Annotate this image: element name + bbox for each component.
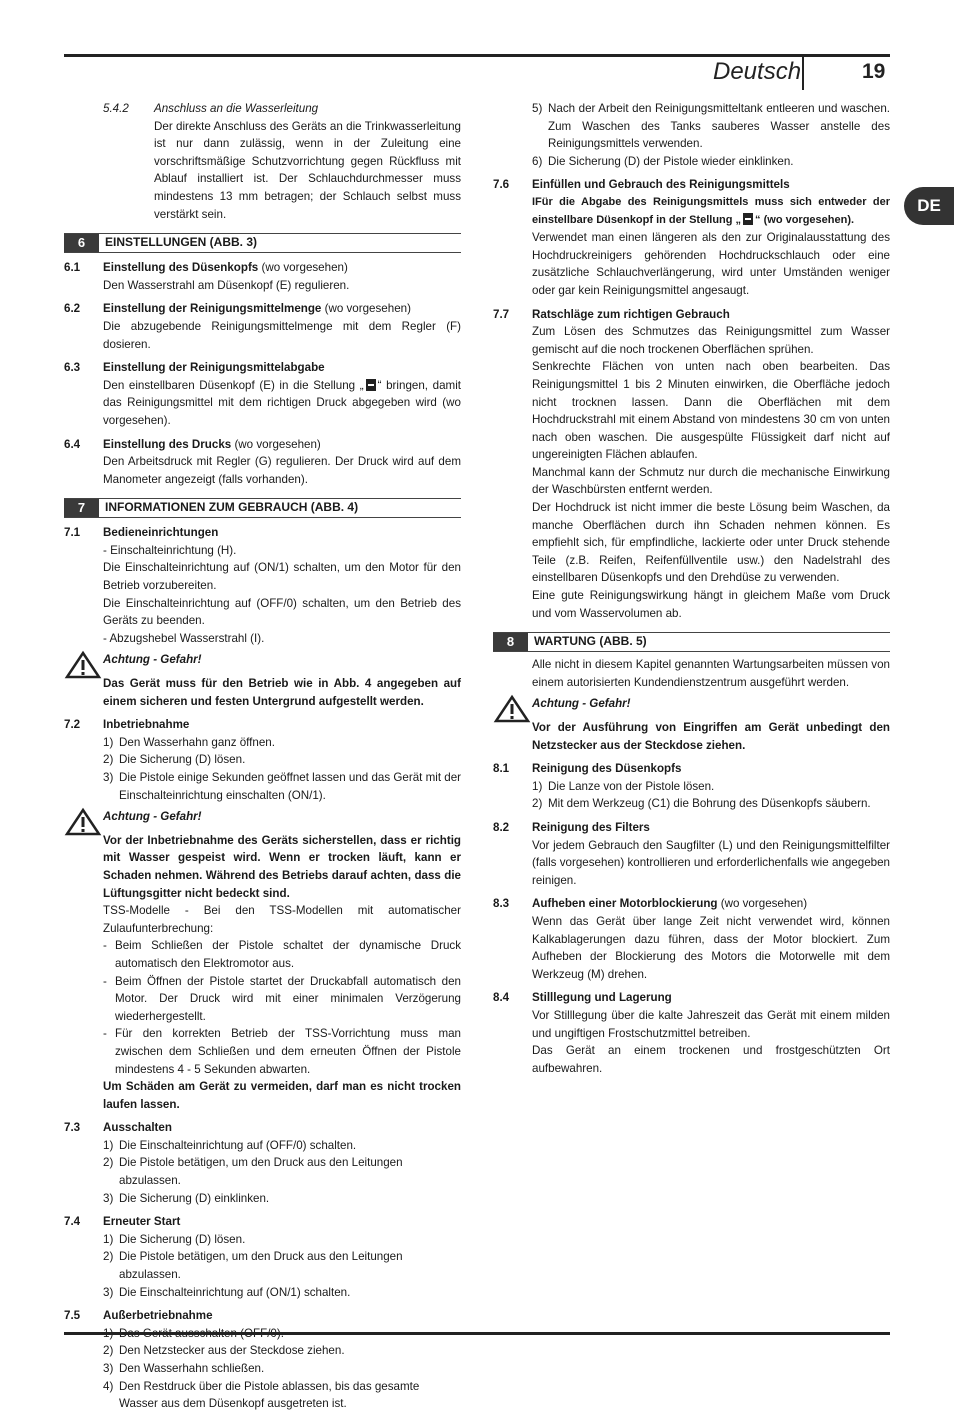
list-item xyxy=(532,153,890,171)
warning-title: Achtung - Gefahr! xyxy=(532,697,631,711)
bullet-list xyxy=(64,937,461,1078)
paragraph: Der Hochdruck ist nicht immer die beste Lösung beim Waschen, da manche Oberflächen durch ihn Schaden nehmen können. Es empfiehlt sich, für empfindliche, lackierte oder unter Druck stehende Teile (z.B. Reifen, Reifenfüllventile usw.) den Nadelstrahl des einstellbaren Düsenkopfs und den Drehdüse zu verwenden. xyxy=(532,501,890,585)
section-header-label: EINSTELLUNGEN (ABB. 3) xyxy=(105,235,258,250)
detergent-position-icon xyxy=(366,379,376,391)
subsection-title: Einstellung des Düsenkopfs xyxy=(103,261,259,275)
section-number: 5.4.2 xyxy=(103,102,129,115)
ordered-list xyxy=(64,1231,461,1301)
page-number: 19 xyxy=(862,60,886,83)
subsection-number: 6.3 xyxy=(64,361,81,375)
subsection-title: Einstellung der Reinigungsmittelabgabe xyxy=(103,361,325,375)
list-item-text: Die Sicherung (D) lösen. xyxy=(119,753,246,767)
text-part: IFür die Abgabe des Reinigungsmittels muss sich entweder der einstellbare Düsenkopf in der Stellung „ xyxy=(532,195,890,226)
paragraph: - Abzugshebel Wasserstrahl (I). xyxy=(103,631,265,645)
text-part: “ bringen, damit das Reinigungsmittel mit dem richtigen Druck abgegeben wird (wo vorgesehen). xyxy=(103,378,461,427)
paragraph: Senkrechte Flächen von unten nach oben bearbeiten. Das Reinigungsmittel 1 bis 2 Minuten einwirken, die Oberfläche jedoch nicht trocknen lassen. Dann die Oberflächen mit dem Hochdruckstrahl mit einem Abstand von mindestens 30 cm von unten nach oben waschen. Die ausgespülte Flüssigkeit darf nicht auf ungereinigten Flächen ablaufen. xyxy=(532,360,890,462)
subsection-7-2 xyxy=(64,716,461,734)
list-item: 1) Die Sicherung (D) lösen. xyxy=(103,1231,461,1249)
list-item: 1) Den Wasserhahn ganz öffnen. xyxy=(103,734,461,752)
list-item-text: Die Pistole betätigen, um den Druck aus den Leitungen abzulassen. xyxy=(119,1250,403,1282)
subsection-title: Bedieneinrichtungen xyxy=(103,526,219,540)
subsection-note: (wo vorgesehen) xyxy=(717,897,808,911)
text-part: Den einstellbaren Düsenkopf (E) in die Stellung „ xyxy=(103,378,364,392)
language-tab: DE xyxy=(904,187,954,225)
subsection-text: Verwendet man einen längeren als den zur Originalausstattung des Hochdruckreinigers gehörenden Hochdruckschlauch oder eine zusätzliche Schlauchverlängerung, wird unter Umständen weniger oder gar kein Reinigungsmittel angesaugt. xyxy=(532,231,890,297)
subsection-8-4 xyxy=(493,989,890,1007)
list-item: 4) Den Restdruck über die Pistole ablassen, bis das gesamte Wasser aus dem Düsenkopf ausgetreten ist. xyxy=(103,1378,461,1413)
subsection-number: 6.1 xyxy=(64,261,81,275)
subsection-text: Das Gerät an einem trockenen und frostgeschützten Ort aufbewahren. xyxy=(532,1044,890,1075)
ordered-list xyxy=(64,1137,461,1207)
subsection-number: 7.7 xyxy=(493,307,510,321)
section-header-8 xyxy=(493,632,890,652)
subsection-number: 7.2 xyxy=(64,718,81,732)
subsection-bold-text xyxy=(493,194,890,229)
final-note: Um Schäden am Gerät zu vermeiden, darf man es nicht trocken laufen lassen. xyxy=(103,1080,461,1111)
subsection-6-2 xyxy=(64,300,461,318)
paragraph: Die Einschalteinrichtung auf (ON/1) schalten, um den Motor für den Betrieb vorzubereiten. xyxy=(103,561,461,593)
subsection-title: Einstellung des Drucks xyxy=(103,437,232,451)
list-item-text: Den Wasserhahn schließen. xyxy=(119,1362,265,1375)
warning-icon xyxy=(494,695,530,723)
subsection-6-1 xyxy=(64,259,461,277)
list-item-number: 6) xyxy=(532,154,543,168)
ordered-list xyxy=(64,1325,461,1413)
subsection-number: 7.6 xyxy=(493,178,510,192)
list-item: 2) Die Pistole betätigen, um den Druck aus den Leitungen abzulassen. xyxy=(103,1154,461,1189)
subsection-number: 8.2 xyxy=(493,820,510,834)
subsection-number: 6.2 xyxy=(64,302,81,316)
subsection-title: Inbetriebnahme xyxy=(103,718,190,732)
list-item-text: Die Lanze von der Pistole lösen. xyxy=(548,779,715,793)
warning-title: Achtung - Gefahr! xyxy=(103,810,202,824)
top-rule xyxy=(64,54,890,57)
list-item: - Beim Öffnen der Pistole startet der Druckabfall automatisch den Motor. Der Druck wird mit einer minimalen Verzögerung wiederhergestellt. xyxy=(103,973,461,1026)
subsection-text: Die abzugebende Reinigungsmittelmenge mit dem Regler (F) dosieren. xyxy=(103,319,461,351)
subsection-number: 7.1 xyxy=(64,526,81,540)
section-header-label: WARTUNG (ABB. 5) xyxy=(534,634,647,649)
list-item: 1) Die Lanze von der Pistole lösen. xyxy=(532,778,890,796)
subsection-number: 8.3 xyxy=(493,897,510,911)
list-item: 2) Die Pistole betätigen, um den Druck aus den Leitungen abzulassen. xyxy=(103,1248,461,1283)
list-item: 2) Mit dem Werkzeug (C1) die Bohrung des Düsenkopfs säubern. xyxy=(532,795,890,813)
list-item-text: Nach der Arbeit den Reinigungsmitteltank entleeren und waschen. Zum Waschen des Tanks sauberes Wasser anstelle des Reinigungsmittels verwenden. xyxy=(548,102,890,151)
list-item: 1) Die Einschalteinrichtung auf (OFF/0) schalten. xyxy=(103,1137,461,1155)
subsection-note: (wo vorgesehen) xyxy=(321,302,411,316)
subsection-number: 7.5 xyxy=(64,1309,81,1323)
section-text: Der direkte Anschluss des Geräts an die Trinkwasserleitung ist nur dann zulässig, wenn in der Zuleitung eine vorschriftsmäßige Schutzvorrichtung gegen Rückfluss mit Ablauf installiert ist. Der Schlauchdurchmesser muss mindestens 13 mm betragen; der Schlauch selbst muss verstärkt sein. xyxy=(154,119,461,221)
subsection-title: Ratschläge zum richtigen Gebrauch xyxy=(532,307,730,321)
warning-icon xyxy=(65,808,101,836)
subsection-number: 8.4 xyxy=(493,991,510,1005)
list-item-text: Für den korrekten Betrieb der TSS-Vorrichtung muss man zwischen dem Schließen und dem erneuten Öffnen der Pistole mindestens 4 - 5 Sekunden abwarten. xyxy=(115,1027,461,1076)
list-item-text: Die Pistole einige Sekunden geöffnet lassen und das Gerät mit der Einschalteinrichtung einschalten (ON/1). xyxy=(119,771,462,802)
section-header-7 xyxy=(64,498,461,518)
list-item: 3) Die Pistole einige Sekunden geöffnet lassen und das Gerät mit der Einschalteinrichtung einschalten (ON/1). xyxy=(103,769,461,804)
list-item-text: Die Einschalteinrichtung auf (OFF/0) schalten. xyxy=(119,1138,357,1152)
right-column xyxy=(493,100,890,1077)
subsection-title: Einfüllen und Gebrauch des Reinigungsmittels xyxy=(532,178,790,192)
section-title: Anschluss an die Wasserleitung xyxy=(154,102,319,115)
warning-text: Vor der Ausführung von Eingriffen am Gerät unbedingt den Netzstecker aus der Steckdose ziehen. xyxy=(532,721,890,752)
paragraph: Eine gute Reinigungswirkung hängt in gleichem Maße vom Druck und vom Wasservolumen ab. xyxy=(532,589,890,620)
subsection-title: Erneuter Start xyxy=(103,1215,181,1229)
section-header-6 xyxy=(64,233,461,253)
subsection-7-1 xyxy=(64,524,461,542)
paragraph: - Einschalteinrichtung (H). xyxy=(103,543,237,557)
bottom-rule xyxy=(64,1332,890,1335)
language-label: Deutsch xyxy=(713,58,802,85)
header-divider xyxy=(802,56,804,90)
section-number-badge: 7 xyxy=(64,499,99,517)
subsection-8-2 xyxy=(493,819,890,837)
subsection-text: Wenn das Gerät über lange Zeit nicht verwendet wird, können Kalkablagerungen dazu führen, dass der Motor blockiert. Zum Aufheben der Blockierung des Motors die Motorwelle mit dem Werkzeug (M) drehen. xyxy=(532,914,890,981)
paragraph: Die Einschalteinrichtung auf (OFF/0) schalten, um den Betrieb des Geräts zu beenden. xyxy=(103,596,461,628)
paragraph: Manchmal kann der Schmutz nur durch die mechanische Einwirkung der Waschbürsten entfernt werden. xyxy=(532,465,890,497)
paragraph: Zum Lösen des Schmutzes das Reinigungsmittel zum Wasser gemischt auf die noch trockenen Oberflächen sprühen. xyxy=(532,325,890,356)
subsection-title: Reinigung des Filters xyxy=(532,820,650,834)
list-item-text: Die Pistole betätigen, um den Druck aus den Leitungen abzulassen. xyxy=(119,1156,403,1188)
subsection-title: Reinigung des Düsenkopfs xyxy=(532,762,682,776)
section-text: Alle nicht in diesem Kapitel genannten Wartungsarbeiten müssen von einem autorisierten Kundendienstzentrum ausgeführt werden. xyxy=(532,658,890,689)
warning-text: Vor der Inbetriebnahme des Geräts sicherstellen, dass er richtig mit Wasser gespeist wird. Wenn er trocken läuft, kann er Schaden nehmen. Während des Betriebs darauf achten, dass die Lüftungsgitter nicht bedeckt sind. xyxy=(103,833,461,900)
list-item-text: Die Sicherung (D) lösen. xyxy=(119,1232,246,1246)
subsection-text: Den Arbeitsdruck mit Regler (G) regulieren. Der Druck wird auf dem Manometer angezeigt (falls vorhanden). xyxy=(103,455,461,486)
list-item-text: Die Sicherung (D) einklinken. xyxy=(119,1191,270,1205)
subsection-7-3 xyxy=(64,1119,461,1137)
tss-paragraph: TSS-Modelle - Bei den TSS-Modellen mit automatischer Zulaufunterbrechung: xyxy=(103,904,461,935)
list-item: - Für den korrekten Betrieb der TSS-Vorrichtung muss man zwischen dem Schließen und dem erneuten Öffnen der Pistole mindestens 4 - 5 Sekunden abwarten. xyxy=(103,1025,461,1078)
subsection-title: Einstellung der Reinigungsmittelmenge xyxy=(103,302,322,316)
subsection-number: 7.4 xyxy=(64,1215,81,1229)
subsection-text: Den Wasserstrahl am Düsenkopf (E) regulieren. xyxy=(103,278,350,292)
section-header-label: INFORMATIONEN ZUM GEBRAUCH (ABB. 4) xyxy=(105,500,359,515)
list-item: - Beim Schließen der Pistole schaltet der dynamische Druck automatisch den Elektromotor aus. xyxy=(103,937,461,972)
subsection-text: Vor Stilllegung über die kalte Jahreszeit das Gerät mit einem milden und ungiftigen Frostschutzmittel betreiben. xyxy=(532,1008,890,1040)
list-item-text: Die Einschalteinrichtung auf (ON/1) schalten. xyxy=(119,1285,351,1299)
warning-title: Achtung - Gefahr! xyxy=(103,653,202,667)
subsection-7-6 xyxy=(493,176,890,194)
subsection-8-1 xyxy=(493,760,890,778)
list-item-text: Den Netzstecker aus der Steckdose ziehen. xyxy=(119,1344,345,1358)
list-item xyxy=(532,100,890,153)
text-part: “ (wo vorgesehen). xyxy=(755,213,855,226)
list-item-text: Den Wasserhahn ganz öffnen. xyxy=(119,735,275,749)
subsection-number: 6.4 xyxy=(64,437,81,451)
ordered-list-continued xyxy=(493,100,890,170)
list-item-text: Beim Öffnen der Pistole startet der Druckabfall automatisch den Motor. Der Druck wird mit einer minimalen Verzögerung wiederhergestellt. xyxy=(115,974,461,1023)
section-number-badge: 6 xyxy=(64,234,99,252)
list-item: 3) Die Sicherung (D) einklinken. xyxy=(103,1190,461,1208)
ordered-list xyxy=(493,778,890,813)
subsection-number: 7.3 xyxy=(64,1121,81,1135)
warning-icon xyxy=(65,651,101,679)
subsection-note: (wo vorgesehen) xyxy=(231,437,321,451)
subsection-6-4 xyxy=(64,436,461,454)
subsection-title: Außerbetriebnahme xyxy=(103,1309,213,1323)
list-item-text: Den Restdruck über die Pistole ablassen, bis das gesamte Wasser aus dem Düsenkopf ausgetreten ist. xyxy=(119,1379,420,1411)
list-item-text: Mit dem Werkzeug (C1) die Bohrung des Düsenkopfs säubern. xyxy=(548,797,871,811)
subsection-note: (wo vorgesehen) xyxy=(258,261,348,275)
section-number-badge: 8 xyxy=(493,633,528,651)
list-item: 2) Den Netzstecker aus der Steckdose ziehen. xyxy=(103,1342,461,1360)
section-5-4-2 xyxy=(64,100,461,223)
subsection-7-4 xyxy=(64,1213,461,1231)
subsection-7-5 xyxy=(64,1307,461,1325)
subsection-title: Aufheben einer Motorblockierung xyxy=(532,897,718,911)
subsection-number: 8.1 xyxy=(493,762,510,776)
warning-text: Das Gerät muss für den Betrieb wie in Abb. 4 angegeben auf einem sicheren und festen Untergrund aufgestellt werden. xyxy=(103,677,461,708)
detergent-position-icon xyxy=(743,213,753,225)
subsection-7-7 xyxy=(493,306,890,324)
list-item-text: Beim Schließen der Pistole schaltet der dynamische Druck automatisch den Elektromotor aus. xyxy=(115,939,461,970)
subsection-title: Stilllegung und Lagerung xyxy=(532,991,672,1005)
subsection-6-3 xyxy=(64,359,461,377)
list-item: 2) Die Sicherung (D) lösen. xyxy=(103,751,461,769)
ordered-list xyxy=(64,734,461,804)
list-item-text: Die Sicherung (D) der Pistole wieder einklinken. xyxy=(548,154,794,168)
subsection-title: Ausschalten xyxy=(103,1121,172,1135)
subsection-text xyxy=(64,377,461,430)
list-item-number: 5) xyxy=(532,102,543,115)
list-item: 3) Die Einschalteinrichtung auf (ON/1) schalten. xyxy=(103,1284,461,1302)
subsection-8-3 xyxy=(493,895,890,913)
left-column xyxy=(64,100,461,1413)
subsection-text: Vor jedem Gebrauch den Saugfilter (L) und den Reinigungsmittelfilter (falls vorgesehen) kontrollieren und erforderlichenfalls wie angegeben reinigen. xyxy=(532,838,890,887)
list-item: 3) Den Wasserhahn schließen. xyxy=(103,1360,461,1378)
